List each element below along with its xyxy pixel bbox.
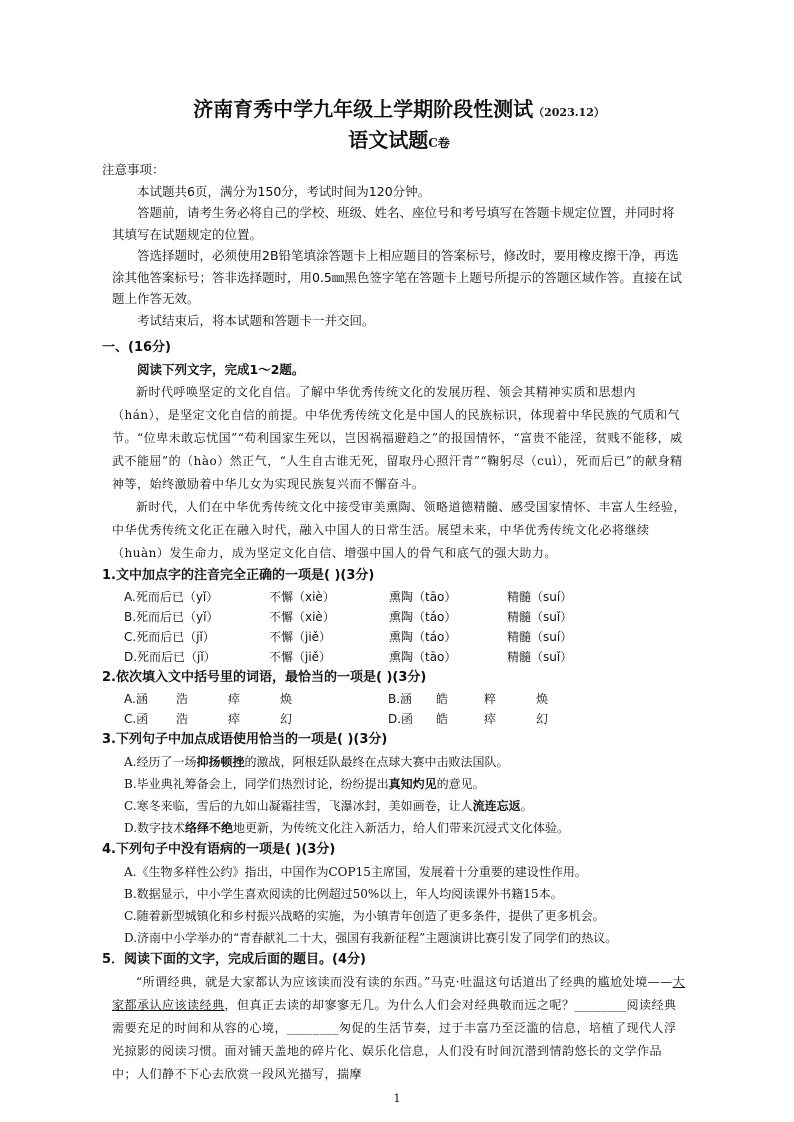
exam-title-text: 济南育秀中学九年级上学期阶段性测试 — [193, 97, 534, 121]
question-3-option-b: B.毕业典礼筹备会上，同学们热烈讨论，纷纷提出真知灼见的意见。 — [124, 776, 485, 791]
question-5 — [102, 949, 686, 1086]
question-3-stem: 3.下列句子中加点成语使用恰当的一项是( )(3分) — [102, 731, 388, 747]
question-5-passage: “所谓经典，就是大家都认为应该读而没有读的东西。”马克·吐温这句话道出了经典的尴尬处境——大家都承认应该读经典，但真正去读的却寥寥无几。为什么人们会对经典敬而远之呢？________阅读经典需要充足的时间和从容的心境，________匆促的生活节奏，过于丰富乃至泛滥的信息，培植了现代人浮光掠影的阅读习惯。面对铺天盖地的碎片化、娱乐化信息，人们没有时间沉潜到情韵悠长的文学作品中；人们静不下心去欣赏一段风光描写，揣摩 — [112, 974, 686, 1081]
section-1-heading: 一、(16分) — [102, 340, 171, 355]
question-3-option-a: A.经历了一场抑扬顿挫的激战，阿根廷队最终在点球大赛中击败法国队。 — [124, 754, 509, 769]
notice-item-4: 考试结束后，将本试题和答题卡一并交回。 — [137, 312, 375, 328]
question-4-option-d: D.济南中小学举办的“青春献礼二十大，强国有我新征程”主题演讲比赛引发了同学们的热议。 — [124, 930, 618, 945]
question-4-option-c: C.随着新型城镇化和乡村振兴战略的实施，为小镇青年创造了更多条件，提供了更多机会。 — [124, 908, 605, 923]
question-3-option-c: C.寒冬来临，雪后的九如山凝霜挂雪，飞瀑冰封，美如画卷，让人流连忘返。 — [124, 798, 533, 813]
question-4 — [102, 839, 686, 949]
reading-paragraph-1: 新时代呼唤坚定的文化自信。了解中华优秀传统文化的发展历程、领会其精神实质和思想内（hán），是坚定文化自信的前提。中华优秀传统文化是中国人的民族标识，体现着中华民族的气质和气节。“位卑未敢忘忧国”“苟利国家生死以，岂因祸福避趋之”的报国情怀，“富贵不能淫，贫贱不能移，威武不能屈”的（hào）然正气，“人生自古谁无死，留取丹心照汗青”“鞠躬尽（cuì），死而后已”的献身精神等，始终激励着中华儿女为实现民族复兴而不懈奋斗。 — [112, 384, 683, 491]
idiom-d: 络绎不绝 — [185, 820, 234, 835]
notice-block — [102, 159, 686, 331]
question-4-option-a: A.《生物多样性公约》指出，中国作为COP15主席国，发展着十分重要的建设性作用。 — [124, 864, 587, 879]
question-1-stem: 1.文中加点字的注音完全正确的一项是( )(3分) — [102, 567, 375, 583]
exam-version: C卷 — [428, 136, 450, 150]
question-4-stem: 4.下列句子中没有语病的一项是( )(3分) — [102, 841, 336, 857]
question-1-option-a: A.死而后已（yǐ） 不懈（xiè） 熏陶（tāo） 精髓（suí） — [124, 589, 573, 604]
idiom-b: 真知灼见 — [388, 776, 437, 791]
notice-item-2: 答题前，请考生务必将自己的学校、班级、姓名、座位号和考号填写在答题卡规定位置，并同时将其填写在试题规定的位置。 — [112, 205, 675, 242]
question-2-stem: 2.依次填入文中括号里的词语，最恰当的一项是( )(3分) — [102, 669, 427, 685]
underlined-phrase: 大家都承认应该读经典 — [112, 974, 686, 1012]
page-number: 1 — [393, 1092, 401, 1105]
notice-item-1: 本试题共6页，满分为150分，考试时间为120分钟。 — [137, 183, 431, 199]
exam-subtitle — [112, 126, 686, 157]
question-3-option-d: D.数字技术络绎不绝地更新，为传统文化注入新活力，给人们带来沉浸式文化体验。 — [124, 820, 570, 835]
exam-title — [112, 96, 686, 126]
question-1-option-d: D.死而后已（jǐ） 不懈（jiě） 熏陶（tāo） 精髓（suǐ） — [124, 649, 573, 664]
question-2-options-row-1: A.涵 浩 瘁 焕 B.涵 皓 粹 焕 — [124, 691, 549, 706]
question-2 — [102, 667, 686, 729]
idiom-a: 抑扬顿挫 — [196, 754, 245, 769]
section-1 — [102, 337, 687, 565]
question-1 — [102, 565, 686, 667]
notice-heading: 注意事项： — [102, 162, 165, 177]
question-5-stem: 5．阅读下面的文字，完成后面的题目。(4分) — [102, 951, 366, 967]
notice-item-3: 答选择题时，必须使用2B铅笔填涂答题卡上相应题目的答案标号，修改时，要用橡皮擦干净，再选涂其他答案标号；答非选择题时，用0.5㎜黑色签字笔在答题卡上题号所提示的答题区域作答。直接在试题上作答无效。 — [112, 248, 682, 306]
question-4-option-b: B.数据显示，中小学生喜欢阅读的比例超过50%以上，年人均阅读课外书籍15本。 — [124, 886, 563, 901]
idiom-c: 流连忘返 — [472, 798, 521, 813]
exam-subtitle-text: 语文试题 — [348, 128, 429, 152]
reading-paragraph-2: 新时代，人们在中华优秀传统文化中接受审美熏陶、领略道德精髓、感受国家情怀、丰富人生经验，中华优秀传统文化正在融入时代，融入中国人的日常生活。展望未来，中华优秀传统文化必将继续（huàn）发生命力，成为坚定文化自信、增强中国人的骨气和底气的强大助力。 — [112, 499, 687, 560]
question-1-option-b: B.死而后已（yǐ） 不懈（xiè） 熏陶（táo） 精髓（suǐ） — [124, 609, 573, 624]
exam-date: （2023.12） — [533, 106, 605, 119]
question-2-options-row-2: C.函 浩 瘁 幻 D.函 皓 瘁 幻 — [124, 711, 549, 726]
section-1-instruction: 阅读下列文字，完成1～2题。 — [137, 362, 305, 377]
question-1-option-c: C.死而后已（jǐ） 不懈（jiě） 熏陶（táo） 精髓（suí） — [124, 629, 573, 644]
question-3 — [102, 729, 686, 839]
